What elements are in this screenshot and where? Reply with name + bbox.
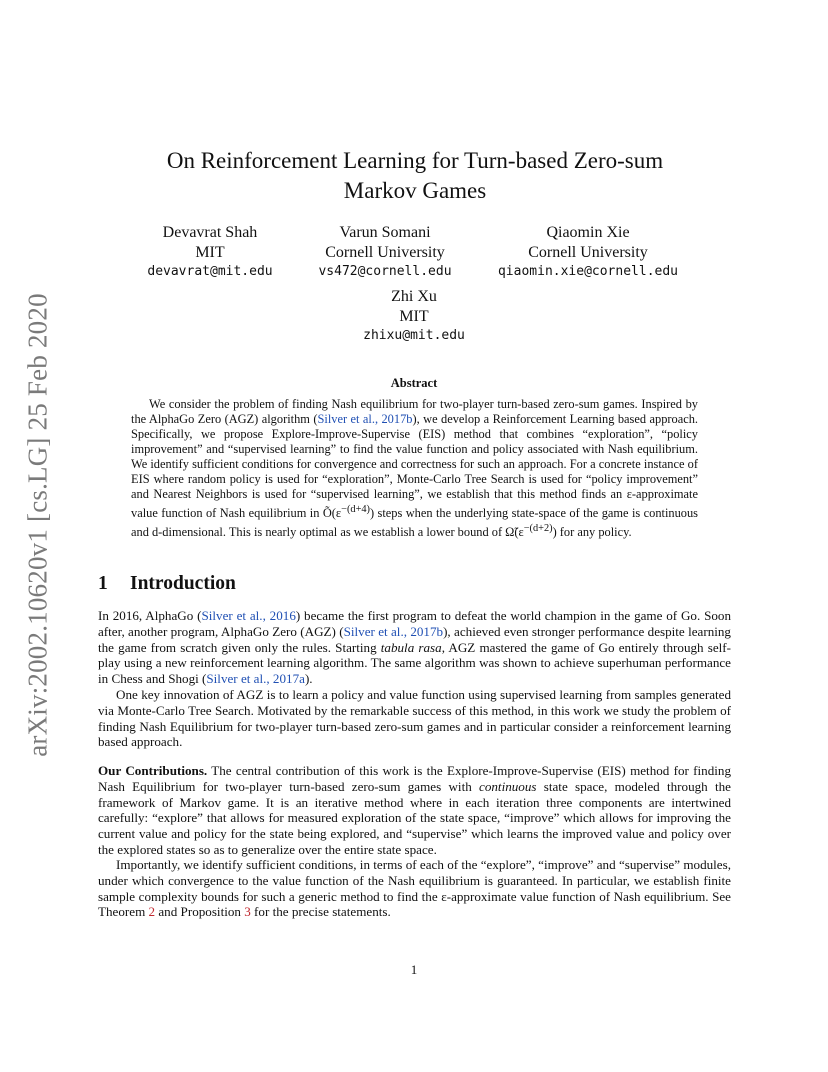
author-email[interactable]: vs472@cornell.edu: [318, 264, 452, 279]
section-heading-introduction: [98, 573, 236, 595]
author-email[interactable]: zhixu@mit.edu: [363, 328, 465, 343]
proposition-ref-link[interactable]: 3: [244, 904, 251, 920]
intro-paragraph-4: Importantly, we identify sufficient conditions, in terms of each of the “explore”, “improve” and “supervise” modules, under which convergence to the value function of the Nash equilibrium is guaranteed. In particular, we establish finite sample complexity bounds for such a generic method to find the ε-approximate value function of Nash equilibrium. See Theorem 2 and Proposition 3 for the precise statements.: [98, 857, 731, 920]
title-line-1: On Reinforcement Learning for Turn-based Zero-sum: [166, 148, 664, 173]
abstract-text-segment: ), we develop a Reinforcement Learning based approach. Specifically, we propose Explore-Improve-Supervise (EIS) method that combines “exploration”, “policy improvement” and “supervised learning” to find the value function and policy associated with Nash equilibrium. We identify sufficient conditions for convergence and correctness for such an approach. For a concrete instance of EIS where random policy is used for “exploration”, Monte-Carlo Tree Search is used for “policy improvement” and Nearest Neighbors is used for “supervised learning”, we establish that this method finds an ε-approximate value function of Nash equilibrium in: [131, 412, 698, 521]
abstract-text-segment: ) for any policy.: [552, 525, 632, 540]
paper-title: [150, 146, 680, 206]
math-upper-bound: $Õ(\varepsilon^{-(d+4)}$: [322, 504, 370, 521]
section-title: Introduction: [130, 573, 236, 594]
title-line-2: Markov Games: [343, 178, 487, 203]
citation-link[interactable]: Silver et al., 2017a: [206, 671, 305, 687]
author-affiliation: MIT: [399, 307, 429, 325]
abstract-text: [131, 397, 698, 540]
intro-paragraph-2: One key innovation of AGZ is to learn a policy and value function using supervised learning from samples generated via Monte-Carlo Tree Search. Motivated by the remarkable success of this method, in this work we study the problem of finding Nash Equilibrium for two-player turn-based zero-sum games and in particular consider a reinforcement learning based approach.: [98, 687, 731, 750]
citation-link[interactable]: Silver et al., 2016: [201, 608, 296, 623]
citation-link[interactable]: Silver et al., 2017b: [317, 412, 413, 426]
author-email[interactable]: qiaomin.xie@cornell.edu: [497, 264, 678, 279]
author-name: Zhi Xu: [391, 288, 437, 305]
author-block-2: [300, 223, 470, 282]
abstract-text-segment: ) steps when the underlying state-space of the game is continuous and d-dimensional. This is nearly optimal as we establish a lower bound of: [131, 506, 698, 540]
emphasis-text: continuous: [479, 778, 537, 794]
emphasis-text: tabula rasa: [380, 639, 442, 655]
author-name: Devavrat Shah: [162, 224, 258, 241]
author-block-1: [130, 223, 290, 282]
arxiv-sidebar-stamp: [18, 290, 58, 760]
page-number: 1: [410, 962, 418, 977]
contributions-paragraph: Our Contributions. The central contribution of this work is the Explore-Improve-Supervise (EIS) method for finding Nash Equilibrium for two-player turn-based zero-sum games with continuous state space, modeled through the framework of Markov game. It is an iterative method where in each iteration three components are intertwined carefully: “explore” that allows for measured exploration of the state space, “improve” which allows for improving the current value and policy for the state being explored, and “supervise” which learns the improved value and policy over the explored states so as to generalize over the entire state space.: [98, 763, 732, 857]
theorem-ref-link[interactable]: 2: [148, 904, 156, 920]
author-block-4: [334, 287, 494, 346]
author-block-3: [480, 223, 696, 282]
arxiv-identifier: arXiv:2002.10620v1 [cs.LG] 25 Feb 2020: [22, 293, 53, 757]
math-lower-bound: $\Omegã(\varepsilon^{-(d+2)}$: [505, 523, 553, 540]
citation-link[interactable]: Silver et al., 2017b: [343, 623, 444, 639]
contributions-lead: Our Contributions.: [98, 763, 208, 778]
author-affiliation: MIT: [195, 243, 225, 261]
author-affiliation: Cornell University: [325, 243, 445, 261]
section-number: 1: [98, 573, 108, 594]
abstract-text-segment: We consider the problem of finding Nash equilibrium for two-player turn-based zero-sum games. Inspired by the AlphaGo Zero (AGZ) algorithm (: [131, 397, 698, 426]
author-name: Qiaomin Xie: [546, 224, 630, 241]
abstract-heading: Abstract: [390, 376, 438, 390]
author-affiliation: Cornell University: [528, 243, 648, 261]
author-email[interactable]: devavrat@mit.edu: [147, 264, 273, 279]
author-name: Varun Somani: [339, 224, 431, 241]
intro-paragraph-1: In 2016, AlphaGo (Silver et al., 2016) became the first program to defeat the world champion in the game of Go. Soon after, another program, AlphaGo Zero (AGZ) (Silver et al., 2017b), achieved even stronger performance despite learning the game from scratch given only the rules. Starting tabula rasa, AGZ mastered the game of Go entirely through self-play using a new reinforcement learning algorithm. The same algorithm was shown to achieve superhuman performance in Chess and Shogi (Silver et al., 2017a).: [98, 608, 732, 687]
